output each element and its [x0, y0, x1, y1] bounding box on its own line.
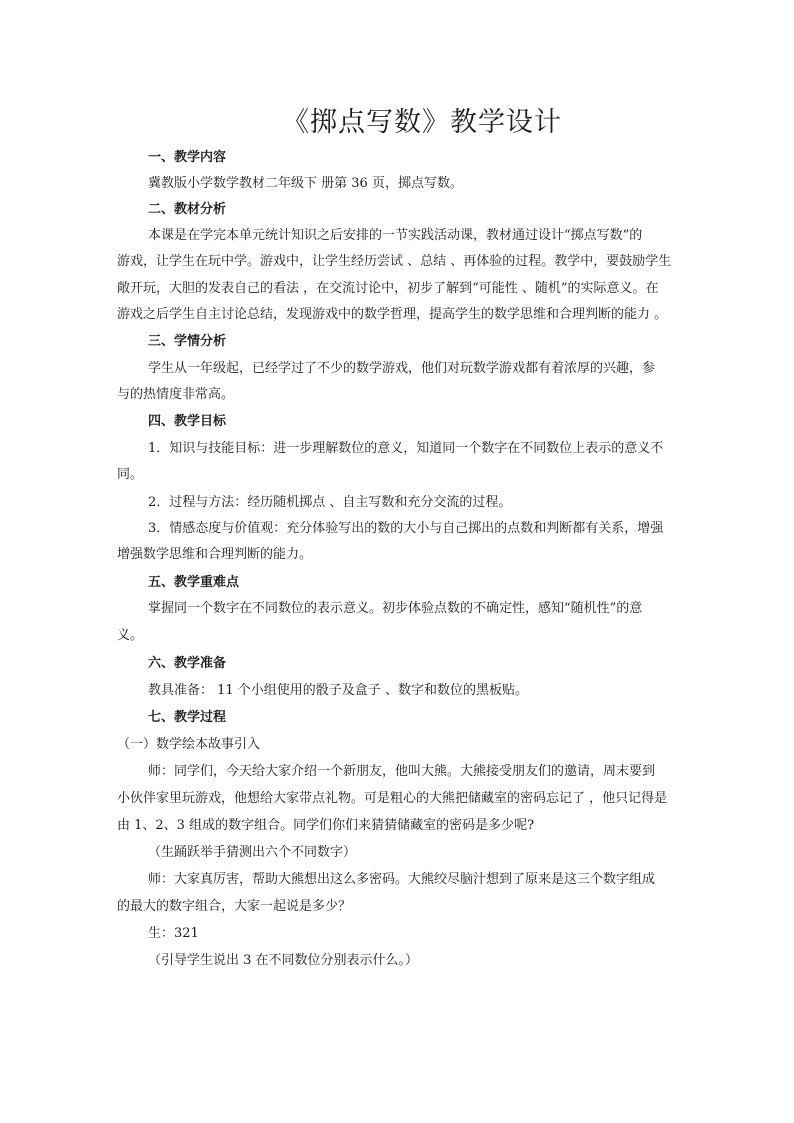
- paragraph-line: 掌握同一个数字在不同数位的表示意义。初步体验点数的不确定性，感知“随机性”的意: [148, 601, 643, 616]
- paragraph-line: 本课是在学完本单元统计知识之后安排的一节实践活动课，教材通过设计“掷点写数”的: [148, 228, 643, 243]
- section-heading-analysis: 二、教材分析: [148, 202, 227, 217]
- dialogue-line: 由 1、2、3 组成的数字组合。同学们你们来猜猜储藏室的密码是多少呢?: [117, 818, 535, 833]
- section-heading-keypoints: 五、教学重难点: [148, 575, 240, 590]
- section-heading-content: 一、教学内容: [148, 150, 227, 165]
- subsection-heading: （一）数学绘本故事引入: [117, 737, 261, 752]
- section-heading-students: 三、学情分析: [148, 334, 227, 349]
- section-heading-goals: 四、教学目标: [148, 414, 227, 429]
- note-line: （引导学生说出 3 在不同数位分别表示什么。）: [148, 953, 419, 968]
- student-answer: 生：321: [148, 926, 199, 941]
- document-title: 《掷点写数》教学设计: [282, 107, 562, 138]
- dialogue-line: 的最大的数字组合，大家一起说是多少？: [117, 899, 352, 914]
- goal-line: 增强数学思维和合理判断的能力。: [117, 547, 313, 562]
- paragraph-line: 游戏，让学生在玩中学。游戏中，让学生经历尝试 、总结 、再体验的过程。教学中，要鼓励学生: [117, 254, 672, 269]
- paragraph-line: 学生从一年级起，已经学过了不少的数学游戏，他们对玩数学游戏都有着浓厚的兴趣，参: [148, 361, 656, 376]
- paragraph-line: 敞开玩，大胆的发表自己的看法 ，在交流讨论中，初步了解到“可能性 、随机”的实际意义。在: [117, 281, 659, 296]
- paragraph-content: 冀教版小学数学教材二年级下 册第 36 页，掷点写数。: [148, 176, 463, 191]
- section-heading-process: 七、教学过程: [148, 710, 227, 725]
- section-heading-preparation: 六、教学准备: [148, 656, 227, 671]
- dialogue-line: 师：同学们，今天给大家介绍一个新朋友，他叫大熊。大熊接受朋友们的邀请，周末要到: [148, 764, 656, 779]
- dialogue-line: 师：大家真厉害，帮助大熊想出这么多密码。大熊绞尽脑汁想到了原来是这三个数字组成: [148, 872, 656, 887]
- note-line: （生踊跃举手猜测出六个不同数字）: [148, 845, 357, 860]
- paragraph-line: 与的热情度非常高。: [117, 387, 235, 402]
- goal-line: 同。: [117, 467, 144, 482]
- goal-line: 1．知识与技能目标：进一步理解数位的意义，知道同一个数字在不同数位上表示的意义不: [148, 441, 664, 456]
- dialogue-line: 小伙伴家里玩游戏，他想给大家带点礼物。可是粗心的大熊把储藏室的密码忘记了 ，他只记得是: [117, 791, 668, 806]
- goal-line: 2．过程与方法：经历随机掷点 、自主写数和充分交流的过程。: [148, 495, 512, 510]
- paragraph-line: 义。: [117, 628, 144, 643]
- paragraph-line: 游戏之后学生自主讨论总结，发现游戏中的数学哲理，提高学生的数学思维和合理判断的能力 。: [117, 307, 668, 322]
- goal-line: 3．情感态度与价值观：充分体验写出的数的大小与自己掷出的点数和判断都有关系，增强: [148, 521, 664, 536]
- paragraph-line: 教具准备： 11 个小组使用的骰子及盒子 、数字和数位的黑板贴。: [148, 683, 528, 698]
